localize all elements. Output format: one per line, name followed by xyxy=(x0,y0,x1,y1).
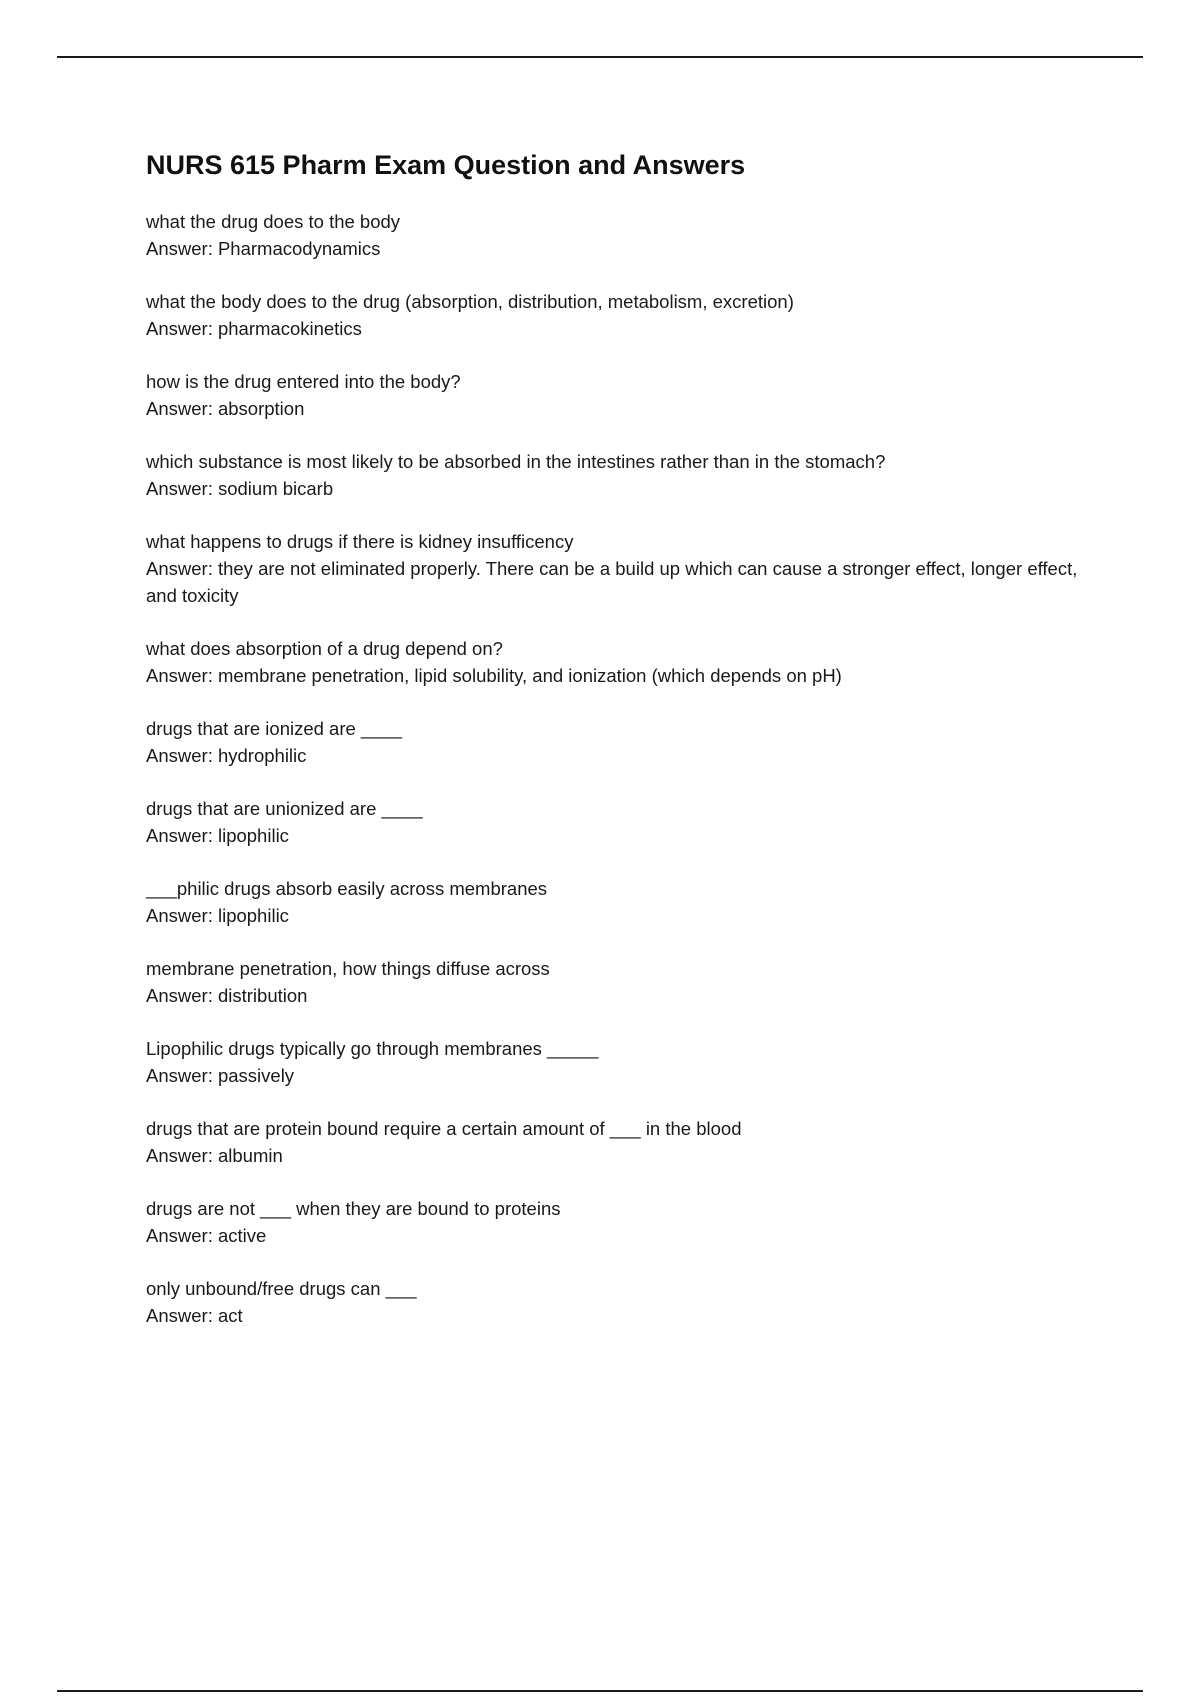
answer-text: Answer: membrane penetration, lipid solubility, and ionization (which depends on pH) xyxy=(146,665,842,686)
qa-item xyxy=(146,1035,1106,1089)
qa-item xyxy=(146,288,1106,342)
question-text: what does absorption of a drug depend on? xyxy=(146,638,503,659)
question-text: drugs that are ionized are ____ xyxy=(146,718,403,739)
qa-item xyxy=(146,1115,1106,1169)
answer-text: Answer: Pharmacodynamics xyxy=(146,238,381,259)
question-text: how is the drug entered into the body? xyxy=(146,371,461,392)
answer-text: Answer: lipophilic xyxy=(146,905,289,926)
answer-text: Answer: lipophilic xyxy=(146,825,289,846)
question-text: only unbound/free drugs can ___ xyxy=(146,1278,417,1299)
answer-text: Answer: hydrophilic xyxy=(146,745,307,766)
question-text: drugs that are unionized are ____ xyxy=(146,798,423,819)
question-text: drugs are not ___ when they are bound to proteins xyxy=(146,1198,561,1219)
answer-text: Answer: albumin xyxy=(146,1145,283,1166)
document-body xyxy=(146,146,1106,1355)
header-rule xyxy=(57,56,1143,58)
qa-item xyxy=(146,795,1106,849)
question-text: membrane penetration, how things diffuse across xyxy=(146,958,550,979)
document-title: NURS 615 Pharm Exam Question and Answers xyxy=(146,150,746,180)
qa-item xyxy=(146,208,1106,262)
question-text: Lipophilic drugs typically go through membranes _____ xyxy=(146,1038,599,1059)
question-text: which substance is most likely to be absorbed in the intestines rather than in the stomach? xyxy=(146,451,886,472)
question-text: what happens to drugs if there is kidney insufficency xyxy=(146,531,574,552)
answer-text: Answer: absorption xyxy=(146,398,305,419)
answer-text: Answer: distribution xyxy=(146,985,308,1006)
answer-text: Answer: pharmacokinetics xyxy=(146,318,362,339)
qa-item xyxy=(146,448,1106,502)
qa-item xyxy=(146,715,1106,769)
qa-item xyxy=(146,368,1106,422)
qa-item xyxy=(146,955,1106,1009)
question-text: what the body does to the drug (absorption, distribution, metabolism, excretion) xyxy=(146,291,794,312)
qa-item xyxy=(146,1195,1106,1249)
footer-rule xyxy=(57,1690,1143,1692)
question-text: ___philic drugs absorb easily across membranes xyxy=(146,878,548,899)
qa-item xyxy=(146,1275,1106,1329)
question-text: what the drug does to the body xyxy=(146,211,401,232)
answer-text: Answer: active xyxy=(146,1225,267,1246)
answer-text: Answer: act xyxy=(146,1305,243,1326)
question-text: drugs that are protein bound require a certain amount of ___ in the blood xyxy=(146,1118,742,1139)
answer-text: Answer: they are not eliminated properly. There can be a build up which can cause a stronger effect, longer effect, and toxicity xyxy=(146,558,1083,606)
qa-item xyxy=(146,875,1106,929)
qa-item xyxy=(146,635,1106,689)
qa-item xyxy=(146,528,1106,609)
answer-text: Answer: passively xyxy=(146,1065,295,1086)
answer-text: Answer: sodium bicarb xyxy=(146,478,334,499)
